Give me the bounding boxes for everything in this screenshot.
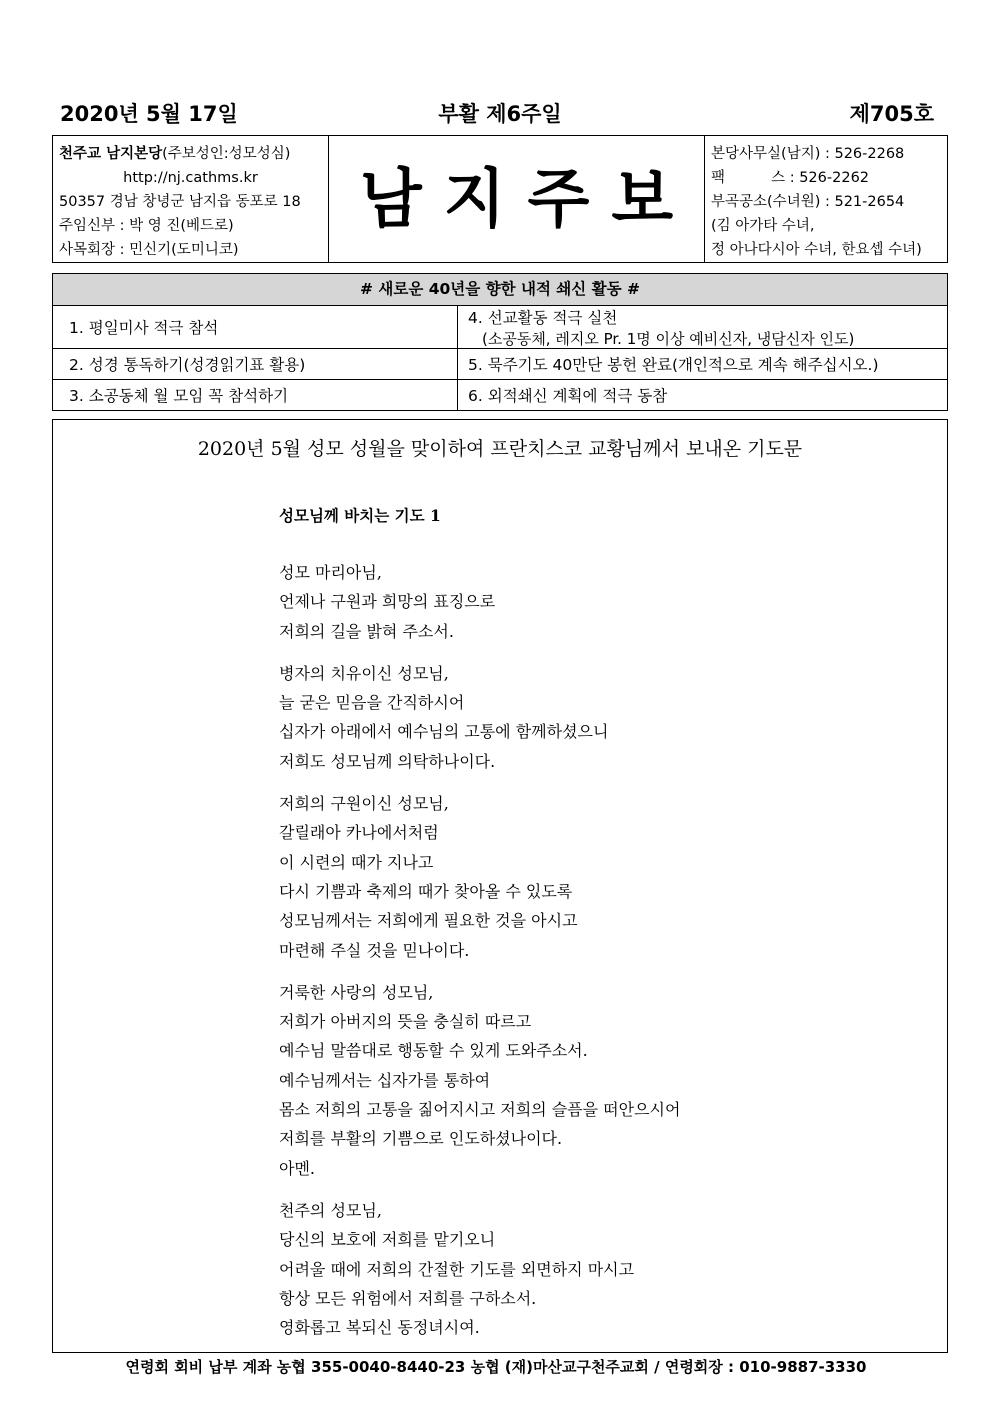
issue-date: 2020년 5월 17일 xyxy=(60,102,238,126)
parish-patron: (주보성인:성모성심) xyxy=(162,146,291,162)
fax-number: 팩 스 : 526-2262 xyxy=(711,170,870,186)
prayer-line: 천주의 성모님, xyxy=(279,1200,382,1220)
prayer-line: 병자의 치유이신 성모님, xyxy=(279,663,449,683)
goals-title: # 새로운 40년을 향한 내적 쇄신 활동 # xyxy=(53,274,947,306)
goal-item: 6. 외적쇄신 계획에 적극 동참 xyxy=(468,387,668,405)
prayer-line: 어려울 때에 저희의 간절한 기도를 외면하지 마시고 xyxy=(279,1259,635,1279)
prayer-line: 저희를 부활의 기쁨으로 인도하셨나이다. xyxy=(279,1129,563,1149)
prayer-line: 성모 마리아님, xyxy=(279,563,382,582)
liturgical-season: 부활 제6주일 xyxy=(438,102,562,126)
prayer-line: 성모님께서는 저희에게 필요한 것을 아시고 xyxy=(279,911,578,931)
goal-label: 4. 선교활동 적극 실천 xyxy=(468,308,618,327)
prayer-stanza xyxy=(279,1196,927,1342)
masthead xyxy=(52,135,948,263)
prayer-line: 아멘. xyxy=(279,1158,315,1178)
prayer-body xyxy=(279,504,927,1355)
prayer-stanza xyxy=(279,789,927,965)
prayer-line: 거룩한 사랑의 성모님, xyxy=(279,982,434,1002)
goal-item: 2. 성경 통독하기(성경읽기표 활용) xyxy=(53,349,458,379)
prayer-line: 저희도 성모님께 의탁하나이다. xyxy=(279,751,496,771)
prayer-line: 몸소 저희의 고통을 짊어지시고 저희의 슬픔을 떠안으시어 xyxy=(279,1100,681,1120)
prayer-line: 저희가 아버지의 뜻을 충실히 따르고 xyxy=(279,1012,532,1032)
funeral-society-account: 연령회 회비 납부 계좌 농협 355-0040-8440-23 농협 (재)마산교구천주교회 / 연령회장 : 010-9887-3330 xyxy=(125,1358,867,1376)
prayer-line: 예수님께서는 십자가를 통하여 xyxy=(279,1070,491,1090)
prayer-title: 성모님께 바치는 기도 1 xyxy=(279,506,441,525)
prayer-stanza xyxy=(279,659,927,776)
pastor-name: 주임신부 : 박 영 진(베드로) xyxy=(59,218,234,234)
prayer-line: 이 시련의 때가 지나고 xyxy=(279,852,434,872)
goal-item: 3. 소공동체 월 모임 꼭 참석하기 xyxy=(53,380,458,410)
parish-info xyxy=(53,136,329,262)
renewal-goals-table xyxy=(52,273,948,411)
goal-item xyxy=(458,306,947,348)
issue-header xyxy=(52,98,948,132)
parish-name: 천주교 남지본당 xyxy=(59,146,163,162)
convent-phone: 부곡공소(수녀원) : 521-2654 xyxy=(711,194,905,210)
prayer-line: 당신의 보호에 저희를 맡기오니 xyxy=(279,1230,496,1250)
goal-sub: (소공동체, 레지오 Pr. 1명 이상 예비신자, 냉담신자 인도) xyxy=(482,329,855,348)
prayer-line: 예수님 말씀대로 행동할 수 있게 도와주소서. xyxy=(279,1041,588,1061)
parish-name-line xyxy=(59,142,328,166)
article-title: 2020년 5월 성모 성월을 맞이하여 프란치스코 교황님께서 보내온 기도문 xyxy=(197,438,803,460)
prayer-line: 영화롭고 복되신 동정녀시여. xyxy=(279,1318,480,1338)
prayer-line: 저희의 구원이신 성모님, xyxy=(279,794,449,814)
prayer-stanza xyxy=(279,978,927,1183)
prayer-line: 저희의 길을 밝혀 주소서. xyxy=(279,621,454,641)
goals-row xyxy=(53,306,947,349)
goals-row xyxy=(53,349,947,380)
nameplate-box xyxy=(329,136,705,262)
prayer-article xyxy=(52,419,948,1353)
parish-website[interactable]: http://nj.cathms.kr xyxy=(123,170,258,186)
prayer-line: 십자가 아래에서 예수님의 고통에 함께하셨으니 xyxy=(279,722,609,742)
prayer-line: 항상 모든 위험에서 저희를 구하소서. xyxy=(279,1288,537,1308)
sisters-line-2: 정 아나다시아 수녀, 한요셉 수녀) xyxy=(711,242,922,258)
goals-row xyxy=(53,380,947,410)
issue-number: 제705호 xyxy=(849,102,934,126)
prayer-line: 마련해 주실 것을 믿나이다. xyxy=(279,940,470,960)
prayer-line: 늘 굳은 믿음을 간직하시어 xyxy=(279,693,465,713)
sisters-line-1: (김 아가타 수녀, xyxy=(711,218,815,234)
goal-item: 1. 평일미사 적극 참석 xyxy=(53,306,458,348)
prayer-stanza xyxy=(279,558,927,646)
council-president: 사목회장 : 민신기(도미니코) xyxy=(59,242,239,258)
prayer-line: 다시 기쁨과 축제의 때가 찾아올 수 있도록 xyxy=(279,881,573,901)
parish-address: 50357 경남 창녕군 남지읍 동포로 18 xyxy=(59,194,301,210)
office-phone: 본당사무실(남지) : 526-2268 xyxy=(711,146,905,162)
prayer-line: 갈릴래아 카나에서처럼 xyxy=(279,823,439,843)
contact-info xyxy=(705,136,947,262)
nameplate: 남지주보 xyxy=(359,162,696,237)
prayer-line: 언제나 구원과 희망의 표징으로 xyxy=(279,592,496,612)
goal-item: 5. 묵주기도 40만단 봉헌 완료(개인적으로 계속 해주십시오.) xyxy=(468,356,879,374)
